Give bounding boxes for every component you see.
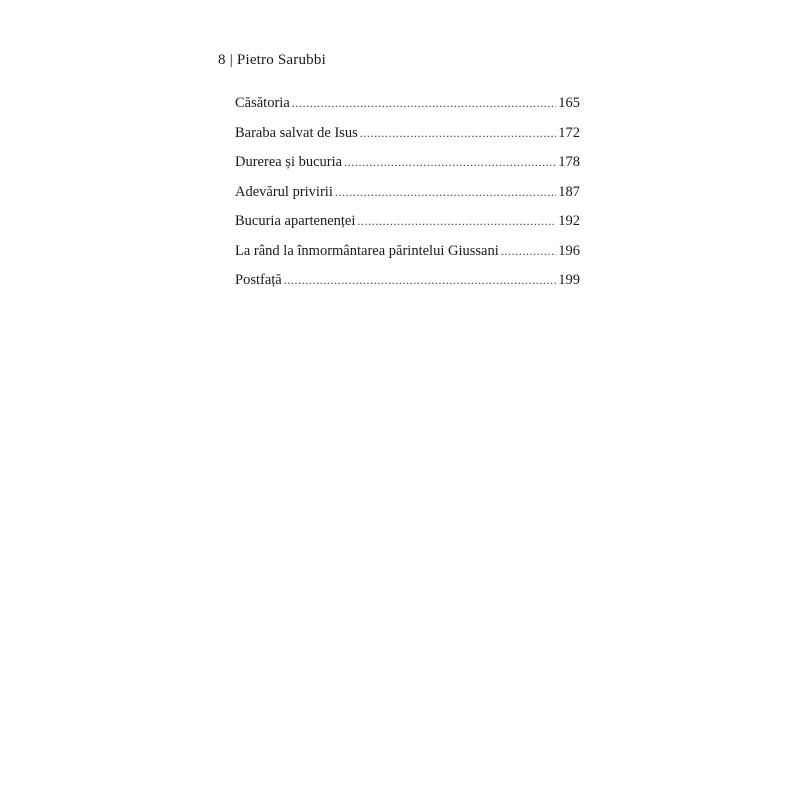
toc-dot-leader xyxy=(292,93,556,113)
toc-entry-title: Durerea și bucuria xyxy=(235,154,343,170)
toc-entry-title: Adevărul privirii xyxy=(235,183,333,200)
toc-entry xyxy=(235,211,580,241)
toc-entry-page: 172 xyxy=(558,124,580,141)
toc-entry xyxy=(235,152,580,182)
toc-dot-leader xyxy=(360,123,556,143)
toc-entry xyxy=(235,182,580,212)
toc-dot-leader xyxy=(357,211,556,231)
toc-dot-leader xyxy=(284,270,557,290)
toc-entry-title: Baraba salvat de Isus xyxy=(235,124,358,141)
toc-entry xyxy=(235,241,580,271)
author-name: Pietro Sarubbi xyxy=(236,52,326,68)
toc-dot-leader xyxy=(501,241,557,261)
toc-entry xyxy=(235,123,580,153)
running-head xyxy=(218,50,326,70)
toc-entry-title: Postfață xyxy=(235,272,282,288)
running-head-separator: | xyxy=(229,52,233,68)
toc-entry-title: Bucuria apartenenței xyxy=(235,213,356,229)
toc-entry xyxy=(235,270,580,300)
toc-entry-title: Căsătoria xyxy=(235,95,290,111)
page-number: 8 xyxy=(218,52,226,68)
toc-entry-page: 199 xyxy=(558,272,580,288)
toc-entry-page: 178 xyxy=(558,154,580,170)
toc-dot-leader xyxy=(344,152,556,172)
toc-entry-page: 192 xyxy=(558,213,580,229)
toc-entry-page: 187 xyxy=(558,183,580,200)
toc-entry-page: 196 xyxy=(558,242,580,259)
table-of-contents xyxy=(235,93,580,300)
toc-entry-title: La rând la înmormântarea părintelui Giussani xyxy=(235,242,499,259)
toc-entry-page: 165 xyxy=(558,95,580,111)
toc-entry xyxy=(235,93,580,123)
toc-dot-leader xyxy=(335,182,556,202)
